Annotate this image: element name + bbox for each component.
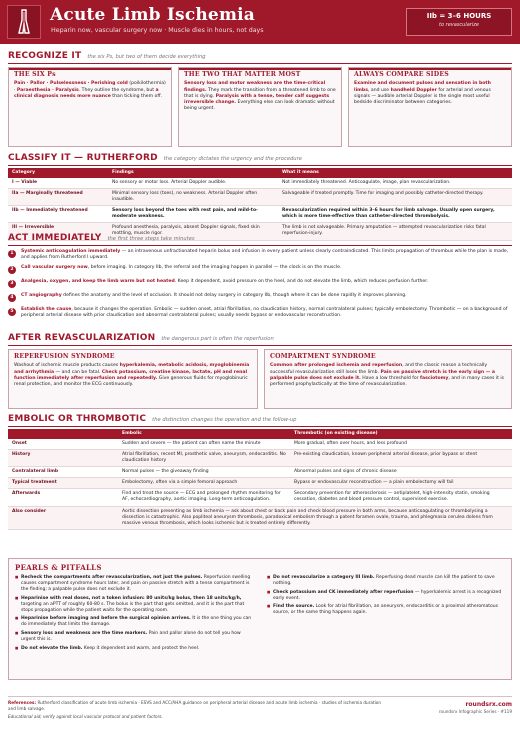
pearl-text: Reperfusion swelling causes compartment syndrome hours later, and pain on passive stretch with a tense compartment is the finding; a palpable pulse does not exclude it. bbox=[21, 575, 251, 593]
table-row bbox=[8, 450, 512, 467]
pearl-item bbox=[15, 575, 255, 593]
section-rule bbox=[8, 345, 512, 346]
pearl-item bbox=[267, 575, 505, 587]
pearl-item bbox=[15, 631, 255, 643]
step-bold: Systemic anticoagulation immediately bbox=[21, 249, 121, 254]
table-cell: Salvageable if treated promptly. Time for imaging and possibly catheter-directed therapy. bbox=[278, 189, 512, 206]
table-cell: Atrial fibrillation, recent MI, prosthetic valve, aneurysm, endocarditis. No claudication history bbox=[118, 450, 290, 467]
recognize-section-header bbox=[8, 50, 206, 62]
section-title: CLASSIFY IT — RUTHERFORD bbox=[8, 153, 158, 163]
action-step bbox=[8, 249, 512, 261]
action-step bbox=[8, 265, 512, 274]
rutherford-table bbox=[8, 168, 512, 241]
table-cell: Profound anesthesia, paralysis, absent Doppler signals, fixed skin mottling, muscle rigor. bbox=[108, 223, 278, 240]
pearl-bold: Check potassium and CK immediately after reperfusion bbox=[273, 589, 414, 595]
pearls-title: PEARLS & PITFALLS bbox=[15, 563, 102, 572]
table-cell: The limb is not salvageable. Primary amputation — attempted revascularization risks fatal reperfusion-injury. bbox=[278, 223, 512, 240]
card-body-bold: hyperkalemia, metabolic acidosis, myoglobinemia and arrhythmia bbox=[14, 363, 250, 375]
column-header: Thrombotic (on existing disease) bbox=[290, 429, 512, 439]
step-body: defines the anatomy and the level of occlusion. It should not delay surgery in category IIb, though where it can be done rapidly it improves planning. bbox=[61, 293, 407, 298]
step-body: — an intravenous unfractionated heparin bolus and infusion in every patient unless clearly contraindicated. This limits propagation of thrombus while the plan is made, and applies from Rutherford I upward. bbox=[21, 249, 509, 261]
table-cell: I — Viable bbox=[8, 178, 108, 189]
section-rule bbox=[8, 63, 512, 64]
card-body-bold: a clinical diagnosis needs more nuance bbox=[14, 87, 159, 99]
page-header bbox=[0, 0, 520, 44]
pearl-text: targeting an aPTT of roughly 60-80 s. The bolus is the part that gets omitted, and it is the part that stops propagation while the patient waits for the operating room. bbox=[21, 601, 245, 613]
table-cell: Normal pulses — the giveaway finding bbox=[118, 467, 290, 478]
table-row bbox=[8, 206, 512, 223]
step-number: 5 bbox=[8, 308, 16, 316]
card-body-text: . They outline the syndrome, but bbox=[78, 87, 156, 93]
card-body bbox=[270, 363, 506, 388]
card-body-text: Everything else can look dramatic without being urgent. bbox=[184, 99, 335, 112]
pearl-item bbox=[15, 616, 255, 628]
card-body-text: , and in many cases it is performed prophylactically at the time of revascularization. bbox=[270, 375, 505, 387]
section-title: RECOGNIZE IT bbox=[8, 51, 82, 61]
pearl-text: Reperfusing dead muscle can kill the patient to save nothing. bbox=[273, 575, 495, 587]
pearl-bold: Sensory loss and weakness are the time markers. bbox=[21, 631, 148, 636]
table-row bbox=[8, 439, 512, 450]
pearl-text: It is the one thing you can do immediately that limits the damage. bbox=[21, 616, 252, 628]
section-rule bbox=[8, 426, 512, 427]
badge-sub: to revascularize bbox=[439, 22, 479, 29]
card-body-text: , and the classic reason a technically successful revascularization still loses the limb. bbox=[270, 363, 488, 375]
card-body-bold: Pain on passive stretch is the early sign — a palpable pulse does not exclude it. bbox=[270, 369, 496, 381]
table-cell: Find and treat the source — ECG and prolonged rhythm monitoring for AF, echocardiography, aortic imaging. Long-term anticoagulation. bbox=[118, 489, 290, 506]
step-body: . Keep it dependent, avoid pressure on the heel, and do not elevate the limb, which reduces perfusion further. bbox=[174, 279, 429, 284]
table-cell: Contralateral limb bbox=[8, 467, 118, 478]
step-text bbox=[21, 249, 512, 261]
table-row bbox=[8, 506, 512, 529]
time-window-badge bbox=[406, 8, 512, 36]
table-cell: IIa — Marginally threatened bbox=[8, 189, 108, 206]
card-accent bbox=[349, 68, 511, 70]
section-note: the distinction changes the operation and the follow-up bbox=[152, 417, 297, 423]
page-title: Acute Limb Ischemia bbox=[50, 5, 256, 25]
table-cell: III — Irreversible bbox=[8, 223, 108, 240]
step-bold: Analgesia, oxygen, and keep the limb warm but not heated bbox=[21, 279, 175, 284]
card-body bbox=[14, 363, 252, 388]
act-section-header bbox=[8, 232, 195, 244]
after-section-header bbox=[8, 332, 274, 344]
table-cell: Afterwards bbox=[8, 489, 118, 506]
pearl-item bbox=[267, 590, 505, 602]
card-body-bold: Examine and document pulses and sensation in both limbs bbox=[354, 81, 491, 93]
six-ps-card bbox=[8, 67, 172, 147]
pearls-pitfalls-box bbox=[8, 558, 512, 680]
card-body-bold: handheld Doppler bbox=[390, 87, 437, 93]
table-cell: More gradual, often over hours, and less profound bbox=[290, 439, 512, 450]
card-title: THE TWO THAT MATTER MOST bbox=[184, 71, 301, 78]
references bbox=[8, 700, 388, 711]
pearl-bold: Do not revascularize a category III limb. bbox=[273, 575, 375, 580]
card-body-text: for arterial and venous signals — audible arterial Doppler is the single most useful bedside discriminator between categories. bbox=[354, 87, 491, 105]
card-accent bbox=[9, 68, 171, 70]
pearls-left-column bbox=[15, 575, 255, 654]
section-rule bbox=[8, 165, 512, 166]
card-body-bold: Sensory loss and motor weakness are the time-critical findings. bbox=[184, 81, 326, 93]
references-label: References: bbox=[8, 700, 37, 705]
pearl-item bbox=[267, 604, 505, 616]
table-cell: IIb — Immediately threatened bbox=[8, 206, 108, 223]
card-body-text: , and use bbox=[367, 87, 391, 93]
step-bold: Call vascular surgery now bbox=[21, 265, 88, 270]
pearl-bold: Heparinise before imaging and before the surgical opinion arrives. bbox=[21, 616, 191, 622]
pearl-bold: Recheck the compartments after revascularization, not just the pulses. bbox=[21, 575, 203, 580]
table-cell: History bbox=[8, 450, 118, 467]
table-cell: Minimal sensory loss (toes), no weakness. Arterial Doppler often inaudible. bbox=[108, 189, 278, 206]
card-title: REPERFUSION SYNDROME bbox=[14, 353, 115, 360]
series-label: roundsrx Infographic Series · #119 bbox=[438, 709, 512, 715]
table-cell: No sensory or motor loss. Arterial Doppler audible. bbox=[108, 178, 278, 189]
table-cell: Abnormal pulses and signs of chronic disease bbox=[290, 467, 512, 478]
action-step bbox=[8, 279, 512, 288]
card-body-bold: Pain · Pallor · Pulselessness · Perishing cold bbox=[14, 81, 128, 87]
section-title: AFTER REVASCULARIZATION bbox=[8, 333, 156, 343]
card-body-text: — and can be fatal. bbox=[54, 369, 102, 375]
table-cell: Onset bbox=[8, 439, 118, 450]
table-cell: Revascularization required within 3–6 hours for limb salvage. Usually open surgery, which is more time-effective than catheter-directed thrombolysis. bbox=[278, 206, 512, 223]
table-row bbox=[8, 489, 512, 506]
card-body-bold: Check potassium, creatine kinase, lactate, pH and renal function immediately after reperfusion and repeatedly. bbox=[14, 369, 248, 381]
table-header-row bbox=[8, 429, 512, 439]
section-note: the dangerous part is often the reperfusion bbox=[161, 336, 274, 342]
table-row bbox=[8, 189, 512, 206]
table-row bbox=[8, 178, 512, 189]
column-header: Findings bbox=[108, 168, 278, 178]
step-body: , because it changes the operation. Embolic — sudden onset, atrial fibrillation, no claudication history, normal contralateral pulses; typically embolectomy. Thrombotic — on a background of peripheral arterial disease with prior claudication and abnormal contralateral pulses; usually needs bypass or endovascular reconstruction. bbox=[21, 307, 508, 319]
card-title: ALWAYS COMPARE SIDES bbox=[354, 71, 449, 78]
badge-main: IIb = 3–6 HOURS bbox=[426, 12, 492, 20]
card-body-text: Have a low threshold for bbox=[360, 375, 420, 381]
card-title: COMPARTMENT SYNDROME bbox=[270, 353, 376, 360]
disclaimer: Educational aid; verify against local vascular protocol and patient factors. bbox=[8, 714, 163, 720]
column-header: What it means bbox=[278, 168, 512, 178]
step-text bbox=[21, 265, 341, 271]
card-body bbox=[354, 81, 506, 106]
card-title: THE SIX Ps bbox=[14, 71, 56, 78]
pearl-text: Pain and pallor alone do not tell you how urgent this is. bbox=[21, 631, 241, 643]
references-text: Rutherford classification of acute limb ischemia · ESVS and ACC/AHA guidance on peripheral arterial disease and acute limb ischemia · studies of ischemia duration and limb salvage. bbox=[8, 700, 381, 711]
footer-references bbox=[8, 700, 388, 720]
card-body-bold: Common after prolonged ischemia and reperfusion bbox=[270, 363, 403, 369]
section-note: the category dictates the urgency and the procedure bbox=[163, 156, 302, 162]
pearl-item bbox=[15, 646, 255, 652]
section-note: the six Ps, but two of them decide everything bbox=[87, 54, 206, 60]
column-header: Category bbox=[8, 168, 108, 178]
card-body-text: than ticking them off. bbox=[110, 93, 162, 99]
step-text bbox=[21, 279, 428, 285]
column-header: Embolic bbox=[118, 429, 290, 439]
step-text bbox=[21, 293, 407, 299]
pearl-text: Look for atrial fibrillation, an aneurysm, endocarditis or a proximal atheromatous source, or the same thing happens again. bbox=[273, 604, 498, 616]
pearl-text: Keep it dependent and warm, and protect the heel. bbox=[82, 645, 200, 651]
pearl-bold: Heparinise with real doses, not a token infusion: 80 units/kg bolus, then 18 units/kg/h, bbox=[21, 595, 242, 601]
card-body-bold: Paralysis with a tense, tender calf suggests irreversible change. bbox=[184, 93, 330, 105]
card-body bbox=[184, 81, 336, 112]
step-bold: Establish the cause bbox=[21, 307, 72, 312]
two-that-matter-card bbox=[178, 67, 342, 147]
table-cell: Bypass or endovascular reconstruction — a plain embolectomy will fail bbox=[290, 478, 512, 489]
site-link[interactable]: roundsrx.com bbox=[465, 701, 512, 708]
reperfusion-card bbox=[8, 349, 258, 409]
footer-brand bbox=[439, 701, 512, 715]
limb-artery-icon bbox=[7, 5, 41, 39]
table-header-row bbox=[8, 168, 512, 178]
card-body-bold: Paraesthesia · Paralysis bbox=[16, 87, 79, 93]
card-body-text: (poikilothermia) · bbox=[14, 81, 166, 93]
table-cell: Not immediately threatened. Anticoagulate, image, plan revascularization. bbox=[278, 178, 512, 189]
section-rule bbox=[8, 245, 512, 246]
table-cell: Sudden and severe — the patient can often name the minute bbox=[118, 439, 290, 450]
section-title: EMBOLIC OR THROMBOTIC bbox=[8, 414, 147, 424]
card-body-bold: fasciotomy bbox=[419, 375, 449, 381]
embolic-thrombotic-table bbox=[8, 429, 512, 530]
card-body-text: They mark the transition from a threatened limb to one that is dying. bbox=[184, 87, 336, 99]
card-body-text: Give generous fluids for myoglobinuric renal protection, and monitor the ECG continuously. bbox=[14, 375, 248, 387]
footer-rule bbox=[8, 696, 512, 697]
table-row bbox=[8, 467, 512, 478]
step-text bbox=[21, 307, 512, 319]
action-step bbox=[8, 293, 512, 302]
action-step bbox=[8, 307, 512, 319]
step-body: , before imaging. In category IIb, the referral and the imaging happen in parallel — the clock is on the muscle. bbox=[87, 265, 342, 270]
pearls-right-column bbox=[267, 575, 505, 619]
table-cell: Sensory loss beyond the toes with rest pain, and mild-to-moderate weakness. bbox=[108, 206, 278, 223]
table-cell: Pre-existing claudication, known peripheral arterial disease, prior bypass or stent bbox=[290, 450, 512, 467]
pearl-item bbox=[15, 596, 255, 614]
step-number: 4 bbox=[8, 294, 16, 302]
page-subtitle: Heparin now, vascular surgery now · Muscle dies in hours, not days bbox=[51, 27, 264, 34]
card-body-text: Washout of ischemic muscle products causes bbox=[14, 363, 120, 369]
compartment-card bbox=[264, 349, 512, 409]
card-accent bbox=[179, 68, 341, 70]
step-number: 3 bbox=[8, 280, 16, 288]
step-number: 1 bbox=[8, 250, 16, 258]
table-cell: Secondary prevention for atherosclerosis — antiplatelet, high-intensity statin, smoking cessation, diabetes and blood pressure control, supervised exercise. bbox=[290, 489, 512, 506]
table-cell: Typical treatment bbox=[8, 478, 118, 489]
pearl-bold: Find the source. bbox=[273, 604, 315, 610]
table-row bbox=[8, 478, 512, 489]
pearl-bold: Do not elevate the limb. bbox=[21, 645, 83, 651]
section-note: the first three steps take minutes bbox=[107, 236, 195, 242]
table-cell: Aortic dissection presenting as limb ischemia — ask about chest or back pain and check blood pressure in both arms, because anticoagulating or thrombolysing a dissection is catastrophic. Also popliteal aneurysm thrombosis, paradoxical embolism through a patent foramen ovale, trauma, and phlegmasia cerulea dolens from massive venous thrombosis, which looks ischemic but is treated entirely differently. bbox=[118, 506, 512, 529]
table-cell: Embolectomy, often via a simple femoral approach bbox=[118, 478, 290, 489]
section-title: ACT IMMEDIATELY bbox=[8, 233, 102, 243]
compare-sides-card bbox=[348, 67, 512, 147]
embolic-section-header bbox=[8, 413, 296, 425]
table-cell: Also consider bbox=[8, 506, 118, 529]
card-body bbox=[14, 81, 166, 100]
column-header bbox=[8, 429, 118, 439]
classify-section-header bbox=[8, 152, 302, 164]
step-bold: CT angiography bbox=[21, 293, 62, 298]
step-number: 2 bbox=[8, 266, 16, 274]
pearl-text: — hyperkalemic arrest is a recognized early event. bbox=[273, 589, 502, 601]
